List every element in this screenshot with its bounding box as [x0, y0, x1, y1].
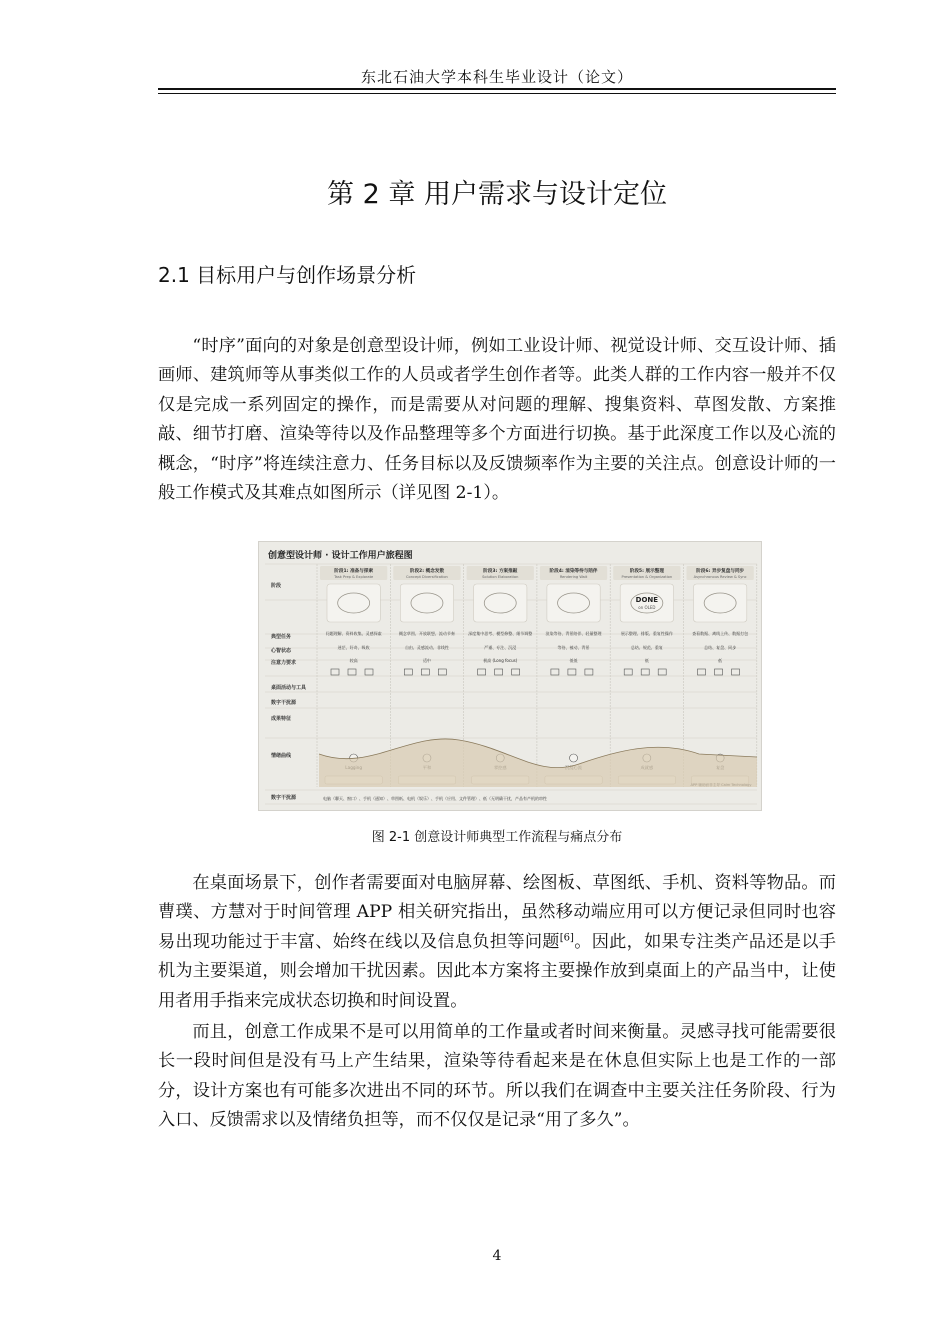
citation-6: [6] — [559, 932, 574, 944]
page-number: 4 — [492, 1248, 502, 1264]
section-title: 2.1 目标用户与创作场景分析 — [158, 263, 417, 287]
mood-text: 等待、被动、背景 — [557, 645, 590, 650]
stage-illustration — [400, 584, 453, 622]
paragraph-1: “时序”面向的对象是创意型设计师，例如工业设计师、视觉设计师、交互设计师、插画师、建筑师等从事类似工作的人员或者学生创作者等。此类人群的工作内容一般并不仅仅是完成一系列固定的操作，而是需要从对问题的理解、搜集资料、草图发散、方案推敲、细节打磨、渲染等待以及作品整理等多个方面进行切换。基于此深度工作以及心流的概念，“时序”将连续注意力、任务目标以及反馈频率作为主要的关注点。创意设计师的一般工作模式及其难点如图所示（详见图 2-1）。 — [158, 336, 836, 504]
focus-text: 适中 — [422, 658, 431, 663]
stage-illustration — [474, 584, 527, 622]
focus-text: 低 — [644, 658, 649, 663]
paragraph-2 — [158, 869, 836, 1016]
stage-name-en: Solution Elaboration — [482, 575, 519, 579]
focus-text: 较高 — [349, 658, 358, 663]
mood-text: 自由、灵感流动、非线性 — [404, 645, 449, 650]
stage-illustration — [694, 584, 747, 622]
header-rule-thin — [158, 93, 836, 94]
row-label: 桌面活动与工具 — [271, 685, 307, 691]
row-label: 注意力要求 — [271, 660, 297, 666]
stage-name: 阶段6: 异步复盘与同步 — [696, 569, 745, 574]
row-label: 阶段 — [271, 583, 282, 589]
task-text: 渲染等待、背景陪伴、轻量整理 — [545, 631, 602, 636]
stage-name-en: Rendering Wait — [559, 575, 588, 579]
done-sub-label: on OLED — [638, 605, 656, 610]
stage-illustration — [327, 584, 380, 622]
task-text: 查看数据、离线上传、数据打包 — [692, 631, 749, 636]
stage-name: 阶段1: 准备与探索 — [334, 569, 374, 574]
row-label: 成果特征 — [271, 716, 292, 722]
stage-name-en: Asynchronous Review & Sync — [693, 575, 747, 579]
journey-map-figure — [258, 541, 762, 811]
figure-title: 创意型设计师 · 设计工作用户旅程图 — [268, 551, 413, 561]
row-label: 典型任务 — [271, 634, 292, 640]
stage-name-en: Concept Diversification — [406, 575, 448, 579]
footer-row-text: 电脑（聊天、窗口）、手机（通知）、草图纸、电机（娱乐）、手机（应用、文件管理）、低（无明确干扰，产品有产机的串性 — [323, 796, 547, 801]
chapter-title: 第 2 章 用户需求与设计定位 — [327, 179, 667, 210]
stage-name: 阶段2: 概念发散 — [409, 569, 445, 574]
emotion-face-icon — [570, 754, 578, 762]
mood-text: 严谨、专注、沉浸 — [484, 645, 517, 650]
stage-name-en: Task Prep & Explorate — [334, 575, 374, 579]
mood-text: 总结、复盘、同步 — [704, 645, 737, 650]
header-rule-thick — [158, 88, 836, 90]
paragraph-2-text: 在桌面场景下，创作者需要面对电脑屏幕、绘图板、草图纸、手机、资料等物品。而曹璞、方慧对于时间管理 APP 相关研究指出，虽然移动端应用可以方便记录但同时也容易出现功能过于丰富、始终在线以及信息负担等问题 — [158, 873, 836, 952]
journey-map-graphic — [259, 542, 762, 811]
row-label: 心智状态 — [271, 648, 292, 654]
mood-text: 迷茫、好奇、吸收 — [337, 645, 370, 650]
focus-text: 极高 (Long focus) — [483, 658, 518, 663]
stage-illustration — [547, 584, 600, 622]
stage-name: 阶段4: 渲染等待与陪伴 — [549, 569, 598, 574]
row-label: 数字干扰源 — [271, 700, 297, 706]
task-text: 概念草图、开放联想、流动节奏 — [398, 631, 455, 636]
row-label: 情绪曲线 — [271, 753, 292, 759]
done-label: DONE — [635, 596, 659, 604]
page-header: 东北石油大学本科生毕业设计（论文） — [360, 68, 633, 86]
paragraph-2-text-cont: 。因此，如果专注类产品还是以手机为主要渠道，则会增加干扰因素。因此本方案将主要操作放到桌面上的产品当中，让使用者用手指来完成状态切换和时间设置。 — [158, 931, 836, 1011]
task-text: 深度集中思考、模型修整、细节调整 — [468, 631, 533, 636]
stage-name: 阶段3: 方案推敲 — [483, 569, 518, 574]
mood-text: 总结、规范、重复 — [630, 645, 663, 650]
stage-name: 阶段5: 展示整理 — [629, 569, 664, 574]
paragraph-3: 而且，创意工作成果不是可以用简单的工作量或者时间来衡量。灵感寻找可能需要很长一段时间但是没有马上产生结果，渲染等待看起来是在休息但实际上也是工作的一部分，设计方案也有可能多次进出不同的环节。所以我们在调查中主要关注任务阶段、行为入口、反馈需求以及情绪负担等，而不仅仅是记录“用了多久”。 — [158, 1022, 836, 1131]
stage-name-en: Presentation & Organization — [621, 575, 673, 579]
figure-caption: 图 2-1 创意设计师典型工作流程与痛点分布 — [371, 830, 623, 845]
focus-text: 低低 — [569, 658, 578, 663]
task-text: 问题理解、资料收集、灵感探索 — [325, 631, 382, 636]
focus-text: 低 — [718, 658, 723, 663]
row-label: 数字干扰源 — [271, 795, 297, 801]
task-text: 展示整理、排版、重复性操作 — [620, 631, 673, 636]
